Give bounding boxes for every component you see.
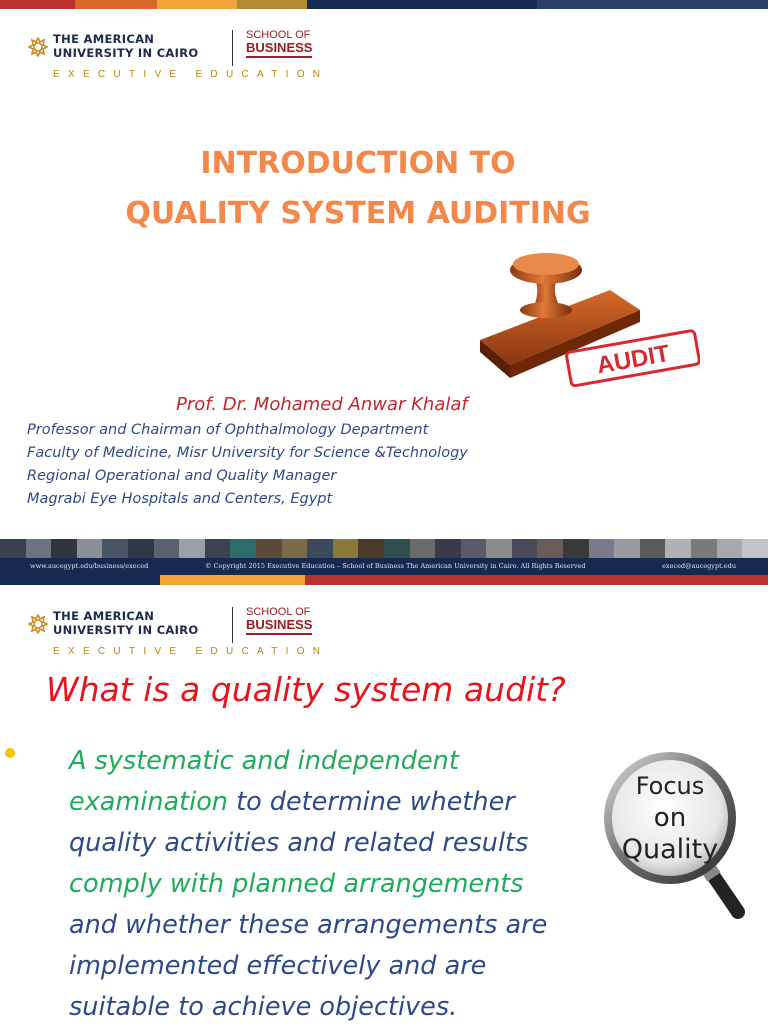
definition-line: implemented effectively and are — [69, 951, 487, 981]
footer-bar — [0, 558, 768, 575]
slide-title-line-1: INTRODUCTION TO — [200, 146, 516, 181]
business-label: BUSINESS — [246, 41, 312, 58]
auc-logo — [28, 29, 329, 86]
definition-line: suitable to achieve objectives. — [69, 992, 458, 1022]
footer-email: execed@aucegypt.edu — [662, 562, 736, 570]
auc-seal-icon — [28, 614, 48, 634]
auc-logo — [28, 606, 329, 663]
definition-line: examination to determine whether — [69, 787, 515, 817]
footer-copyright: © Copyright 2015 Executive Education – School of Business The American University in Cairo. All Rights Reserved — [205, 562, 586, 570]
focus-on-quality-magnifier-image — [600, 740, 750, 930]
definition-line: and whether these arrangements are — [69, 910, 548, 940]
affiliation-line: Magrabi Eye Hospitals and Centers, Egypt — [27, 491, 333, 507]
school-of-label: SCHOOL OF — [246, 606, 311, 618]
affiliation-line: Professor and Chairman of Ophthalmology Department — [27, 422, 429, 438]
school-of-label: SCHOOL OF — [246, 29, 311, 41]
audit-stamp-image — [470, 240, 700, 390]
quality-word: Quality — [621, 834, 719, 865]
logo-divider — [232, 607, 233, 643]
definition-line: quality activities and related results — [69, 828, 529, 858]
business-label: BUSINESS — [246, 618, 312, 635]
affiliation-line: Faculty of Medicine, Misr University for Science &Technology — [27, 445, 468, 461]
bullet-icon — [5, 748, 15, 758]
affiliation-line: Regional Operational and Quality Manager — [27, 468, 337, 484]
executive-education-tagline: EXECUTIVE EDUCATION — [53, 646, 329, 657]
audit-stamp-text: AUDIT — [594, 340, 672, 380]
on-word: on — [653, 803, 687, 833]
bottom-color-bar — [0, 575, 768, 585]
focus-word: Focus — [635, 772, 705, 800]
slide-title-line-2: QUALITY SYSTEM AUDITING — [125, 196, 591, 231]
footer-website: www.aucegypt.edu/business/execed — [30, 562, 149, 570]
author-name: Prof. Dr. Mohamed Anwar Khalaf — [176, 394, 468, 415]
auc-name: THE AMERICAN UNIVERSITY IN CAIRO — [53, 609, 199, 637]
auc-name: THE AMERICAN UNIVERSITY IN CAIRO — [53, 32, 199, 60]
definition-text — [69, 741, 599, 1028]
slide-question-heading: What is a quality system audit? — [46, 670, 566, 709]
top-color-bar — [0, 0, 768, 9]
executive-education-tagline: EXECUTIVE EDUCATION — [53, 69, 329, 80]
logo-divider — [232, 30, 233, 66]
auc-seal-icon — [28, 37, 48, 57]
definition-line: comply with planned arrangements — [69, 869, 524, 899]
definition-line: A systematic and independent — [69, 746, 459, 776]
